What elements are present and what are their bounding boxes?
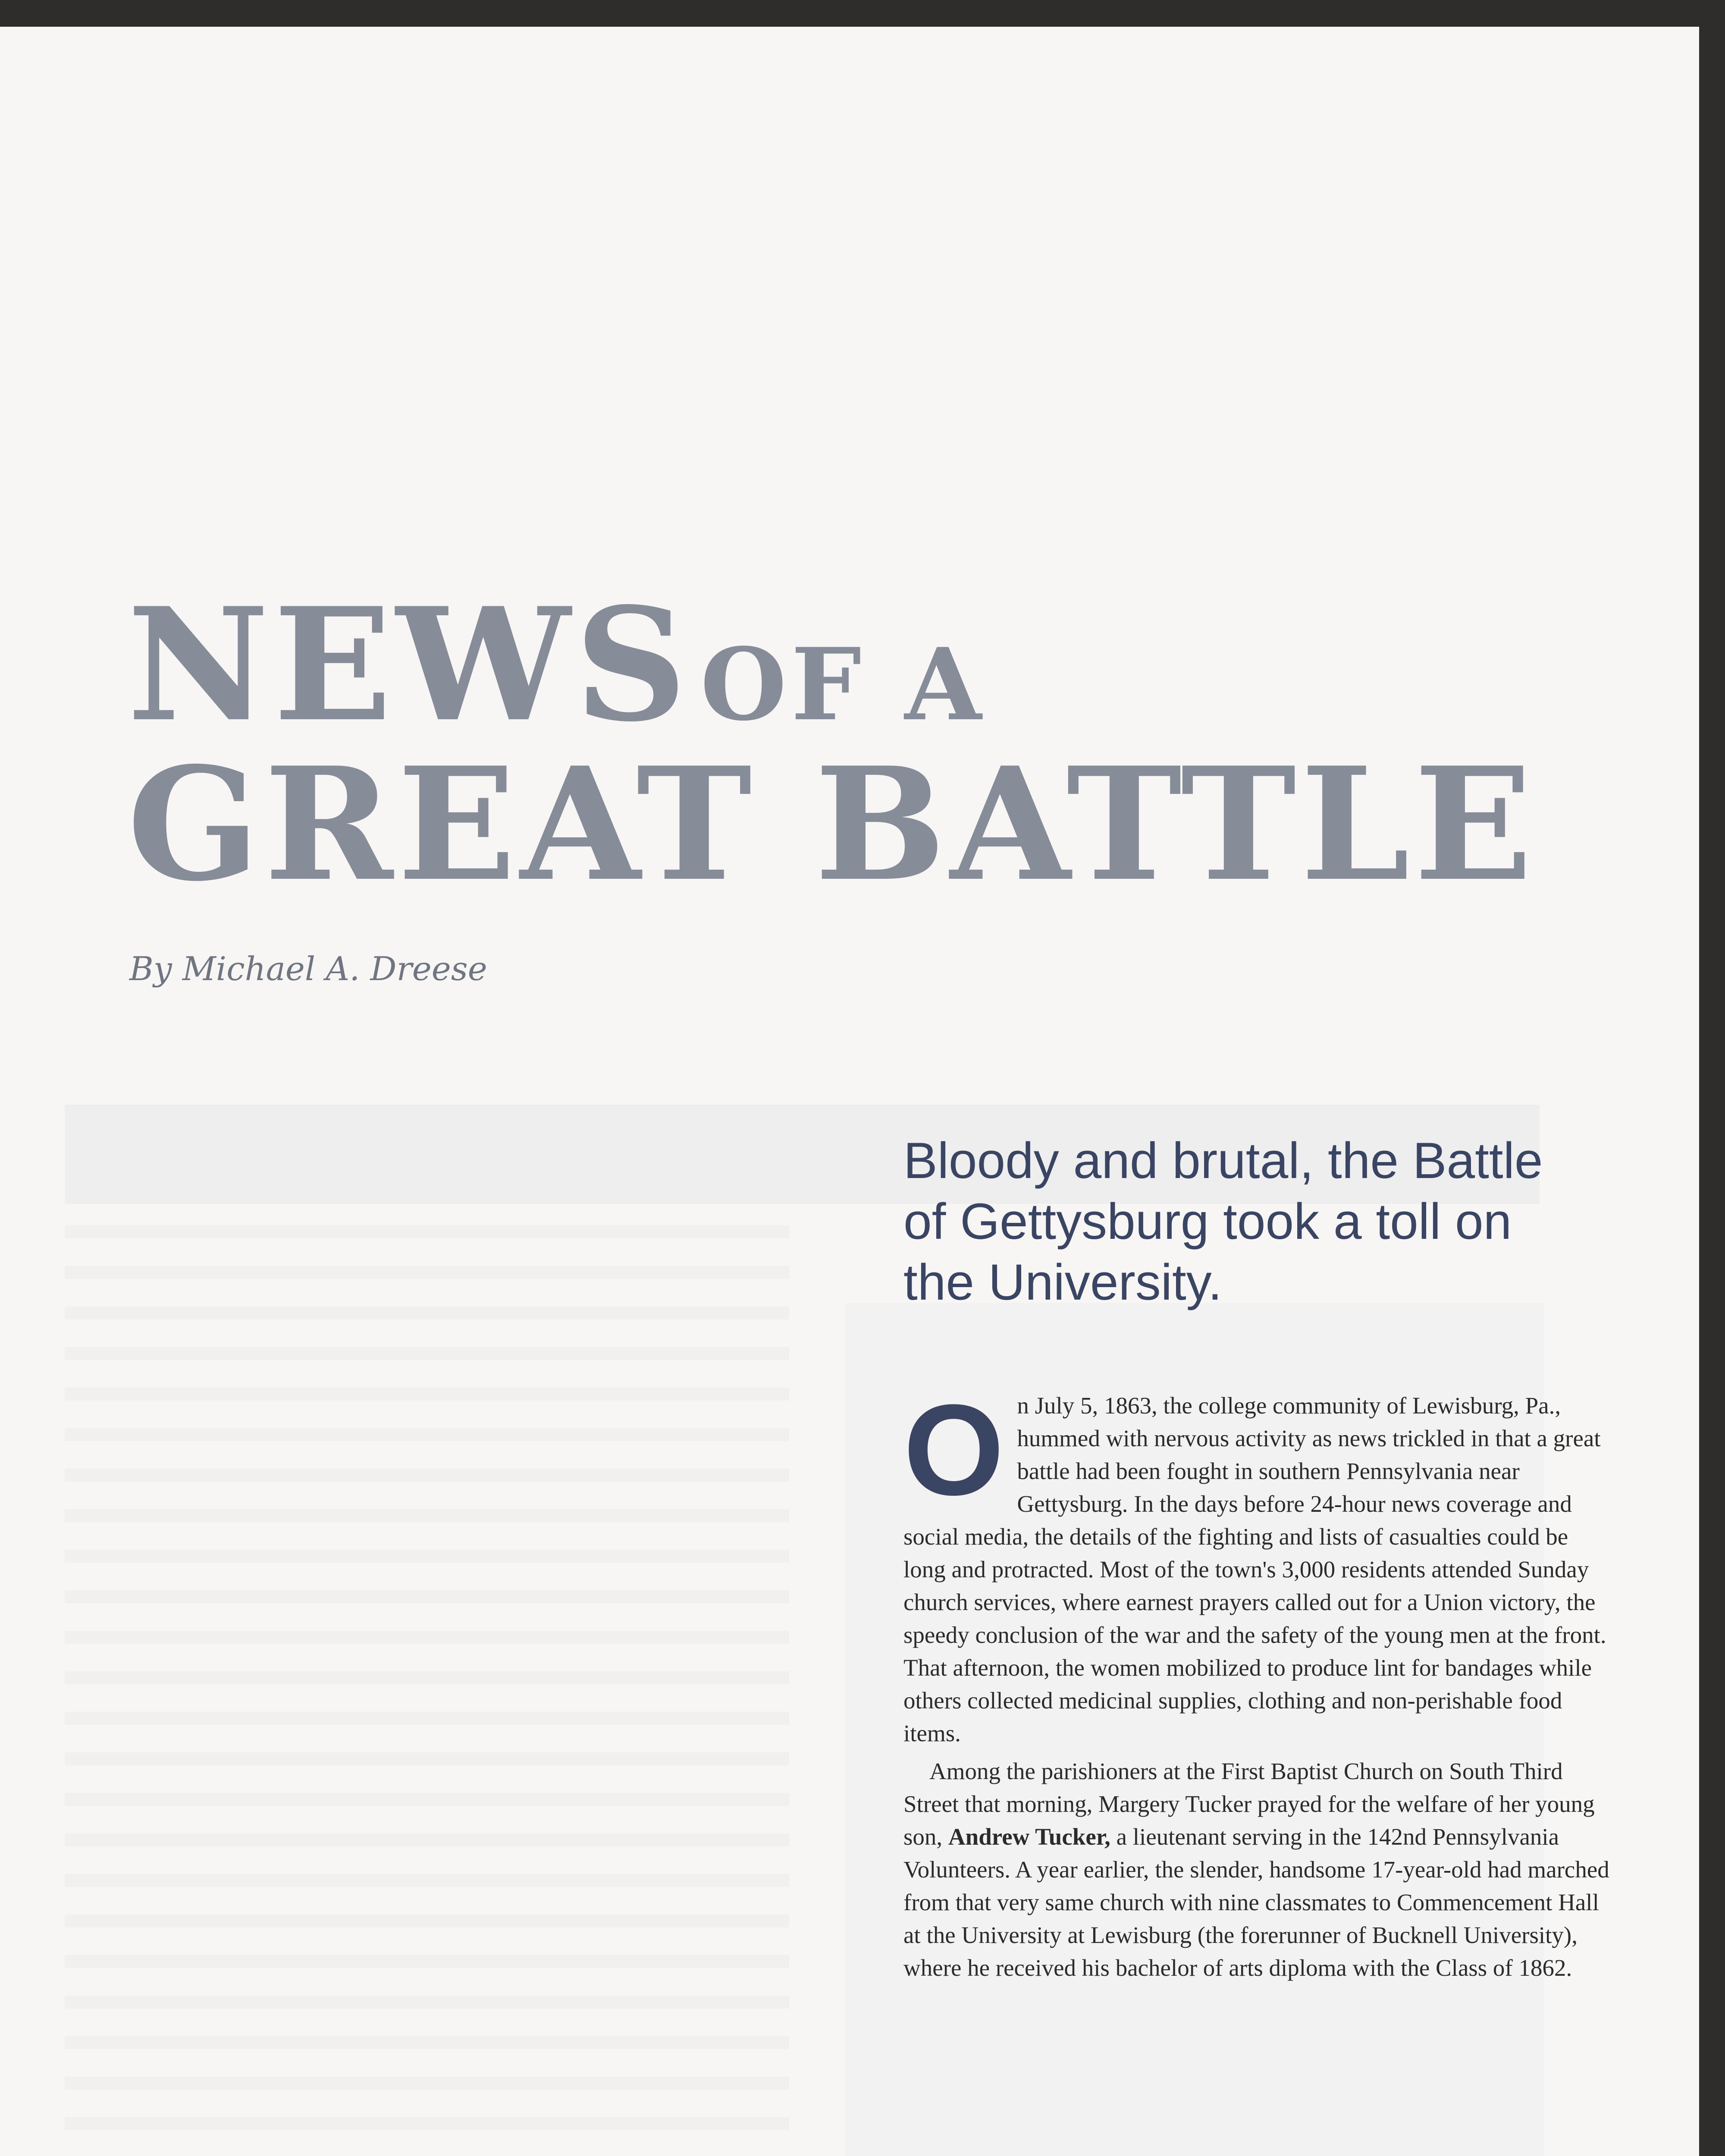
article-body <box>903 1377 1611 1984</box>
headline-great-battle: GREAT BATTLE <box>127 733 1537 915</box>
article-headline <box>127 573 1537 915</box>
magazine-page <box>0 27 1699 2156</box>
headline-news: NEWS <box>127 573 691 756</box>
headline-of-a: OF A <box>700 627 986 743</box>
paragraph-2-text-a: Among the parishioners at the First Baptist Church on South Third Street that morning, Margery Tucker prayed for the welfare of her young son, <box>903 1758 1595 1850</box>
person-name: Andrew Tucker, <box>948 1824 1110 1850</box>
byline: By Michael A. Dreese <box>129 950 487 988</box>
paragraph-2 <box>903 1755 1611 1984</box>
paragraph-2-text-b: a lieutenant serving in the 142nd Pennsylvania Volunteers. A year earlier, the slender, handsome 17-year-old had marched from that very same church with nine classmates to Commencement Hall at the University at Lewisburg (the forerunner of Bucknell University), where he received his bachelor of arts diploma with the Class of 1862. <box>903 1824 1609 1981</box>
drop-cap: O <box>903 1377 1004 1522</box>
background-newspaper-texture <box>65 1225 789 2156</box>
paragraph-1 <box>903 1377 1611 1750</box>
article-deck: Bloody and brutal, the Battle of Gettysburg took a toll on the University. <box>903 1132 1543 1311</box>
paragraph-1-text: n July 5, 1863, the college community of Lewisburg, Pa., hummed with nervous activity as news trickled in that a great battle had been fought in southern Pennsylvania near Gettysburg. In the days before 24-hour news coverage and social media, the details of the fighting and lists of casualties could be long and protracted. Most of the town's 3,000 residents attended Sunday church services, where earnest prayers called out for a Union victory, the speedy conclusion of the war and the safety of the young men at the front. That afternoon, the women mobilized to produce lint for bandages while others collected medicinal supplies, clothing and non-perishable food items. <box>903 1392 1606 1746</box>
